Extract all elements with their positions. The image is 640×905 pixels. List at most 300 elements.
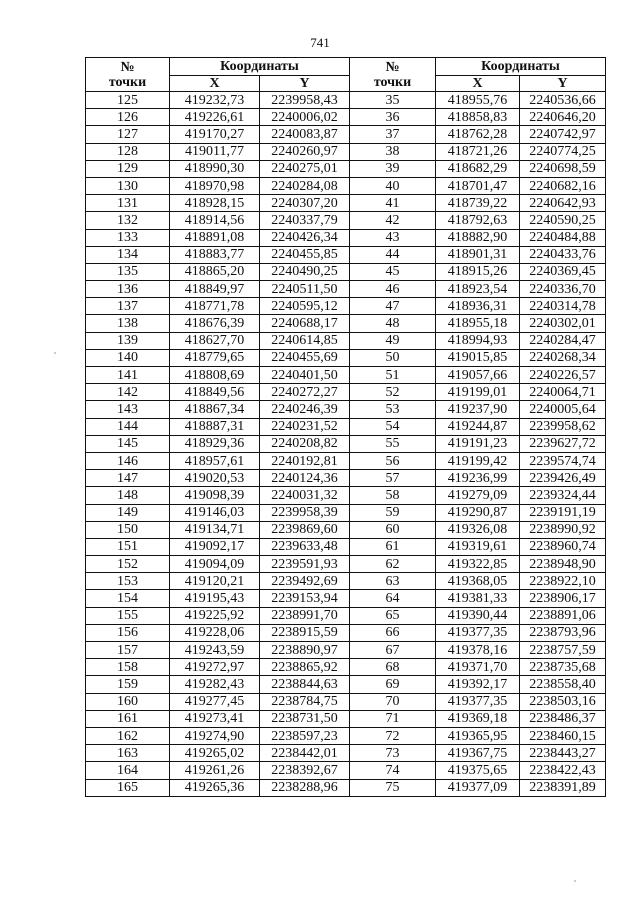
y-value-right: 2238486,37 — [520, 710, 606, 727]
x-value-left: 419243,59 — [170, 642, 260, 659]
point-number-right: 70 — [350, 693, 436, 710]
table-row — [86, 92, 606, 109]
y-value-left: 2240614,85 — [260, 332, 350, 349]
x-value-left: 419225,92 — [170, 607, 260, 624]
x-value-right: 418682,29 — [436, 160, 520, 177]
point-number-left: 138 — [86, 315, 170, 332]
point-number-right: 72 — [350, 727, 436, 744]
y-value-right: 2240742,97 — [520, 126, 606, 143]
point-number-left: 147 — [86, 470, 170, 487]
point-number-left: 127 — [86, 126, 170, 143]
y-value-left: 2240337,79 — [260, 212, 350, 229]
x-value-right: 419015,85 — [436, 349, 520, 366]
y-value-left: 2240595,12 — [260, 298, 350, 315]
point-number-left: 158 — [86, 659, 170, 676]
x-value-right: 419377,35 — [436, 624, 520, 641]
y-value-right: 2240064,71 — [520, 384, 606, 401]
x-value-right: 418923,54 — [436, 281, 520, 298]
x-value-right: 419392,17 — [436, 676, 520, 693]
point-number-left: 129 — [86, 160, 170, 177]
x-value-left: 419134,71 — [170, 521, 260, 538]
x-value-left: 419274,90 — [170, 727, 260, 744]
y-value-right: 2240646,20 — [520, 109, 606, 126]
point-number-left: 161 — [86, 710, 170, 727]
y-value-right: 2238990,92 — [520, 521, 606, 538]
y-value-right: 2239324,44 — [520, 487, 606, 504]
x-value-right: 419199,01 — [436, 384, 520, 401]
x-value-left: 419261,26 — [170, 762, 260, 779]
point-number-right: 37 — [350, 126, 436, 143]
x-value-left: 418929,36 — [170, 435, 260, 452]
table-row — [86, 384, 606, 401]
y-value-right: 2238503,16 — [520, 693, 606, 710]
x-value-left: 418779,65 — [170, 349, 260, 366]
scan-speck — [574, 880, 576, 882]
y-value-left: 2240231,52 — [260, 418, 350, 435]
point-number-left: 139 — [86, 332, 170, 349]
y-value-right: 2240284,47 — [520, 332, 606, 349]
y-value-right: 2240484,88 — [520, 229, 606, 246]
point-number-right: 73 — [350, 745, 436, 762]
y-value-left: 2240083,87 — [260, 126, 350, 143]
x-value-right: 418701,47 — [436, 177, 520, 194]
y-value-right: 2240226,57 — [520, 367, 606, 384]
x-value-left: 419170,27 — [170, 126, 260, 143]
x-value-right: 419290,87 — [436, 504, 520, 521]
x-value-left: 418891,08 — [170, 229, 260, 246]
table-row — [86, 779, 606, 796]
table-row — [86, 229, 606, 246]
point-number-left: 142 — [86, 384, 170, 401]
point-number-left: 131 — [86, 195, 170, 212]
y-value-right: 2238757,59 — [520, 642, 606, 659]
table-row — [86, 177, 606, 194]
table-row — [86, 332, 606, 349]
y-value-left: 2240006,02 — [260, 109, 350, 126]
point-number-left: 154 — [86, 590, 170, 607]
x-value-left: 418883,77 — [170, 246, 260, 263]
y-value-right: 2239958,62 — [520, 418, 606, 435]
y-value-left: 2239958,39 — [260, 504, 350, 521]
table-row — [86, 642, 606, 659]
table-row — [86, 487, 606, 504]
y-value-left: 2240401,50 — [260, 367, 350, 384]
point-number-left: 148 — [86, 487, 170, 504]
y-value-right: 2238422,43 — [520, 762, 606, 779]
x-value-right: 419244,87 — [436, 418, 520, 435]
y-value-left: 2240455,85 — [260, 246, 350, 263]
y-value-left: 2239869,60 — [260, 521, 350, 538]
table-row — [86, 367, 606, 384]
point-number-left: 136 — [86, 281, 170, 298]
point-number-right: 53 — [350, 401, 436, 418]
y-value-left: 2238991,70 — [260, 607, 350, 624]
point-number-right: 63 — [350, 573, 436, 590]
y-value-left: 2240208,82 — [260, 435, 350, 452]
point-number-right: 50 — [350, 349, 436, 366]
point-number-right: 35 — [350, 92, 436, 109]
y-value-left: 2239633,48 — [260, 538, 350, 555]
y-value-right: 2240336,70 — [520, 281, 606, 298]
coordinates-header-left: Координаты — [170, 58, 350, 76]
point-number-left: 151 — [86, 538, 170, 555]
table-row — [86, 109, 606, 126]
y-value-left: 2238844,63 — [260, 676, 350, 693]
x-value-right: 418762,28 — [436, 126, 520, 143]
x-value-right: 418882,90 — [436, 229, 520, 246]
table-row — [86, 762, 606, 779]
point-number-left: 165 — [86, 779, 170, 796]
y-value-right: 2238443,27 — [520, 745, 606, 762]
x-value-left: 419282,43 — [170, 676, 260, 693]
x-value-right: 418721,26 — [436, 143, 520, 160]
point-number-right: 38 — [350, 143, 436, 160]
table-row — [86, 143, 606, 160]
point-number-right: 60 — [350, 521, 436, 538]
table-row — [86, 470, 606, 487]
x-value-left: 419011,77 — [170, 143, 260, 160]
table-row — [86, 538, 606, 555]
x-value-left: 419092,17 — [170, 538, 260, 555]
point-number-left: 150 — [86, 521, 170, 538]
point-number-left: 137 — [86, 298, 170, 315]
y-header-left: Y — [260, 76, 350, 92]
y-value-left: 2238865,92 — [260, 659, 350, 676]
point-number-left: 132 — [86, 212, 170, 229]
table-row — [86, 126, 606, 143]
x-value-right: 418858,83 — [436, 109, 520, 126]
point-number-right: 51 — [350, 367, 436, 384]
x-value-right: 419378,16 — [436, 642, 520, 659]
point-number-left: 140 — [86, 349, 170, 366]
point-number-right: 74 — [350, 762, 436, 779]
x-value-left: 419098,39 — [170, 487, 260, 504]
point-number-left: 155 — [86, 607, 170, 624]
y-value-left: 2240688,17 — [260, 315, 350, 332]
y-value-right: 2240642,93 — [520, 195, 606, 212]
x-value-left: 419272,97 — [170, 659, 260, 676]
x-value-left: 419146,03 — [170, 504, 260, 521]
point-number-right: 71 — [350, 710, 436, 727]
x-value-left: 419120,21 — [170, 573, 260, 590]
table-row — [86, 745, 606, 762]
point-number-right: 75 — [350, 779, 436, 796]
x-value-left: 419195,43 — [170, 590, 260, 607]
x-header-left: X — [170, 76, 260, 92]
y-value-right: 2240005,64 — [520, 401, 606, 418]
x-value-right: 418739,22 — [436, 195, 520, 212]
x-value-left: 418849,97 — [170, 281, 260, 298]
table-row — [86, 607, 606, 624]
y-value-left: 2238288,96 — [260, 779, 350, 796]
point-number-right: 66 — [350, 624, 436, 641]
point-number-left: 135 — [86, 263, 170, 280]
point-number-header-right: № точки — [350, 58, 436, 92]
y-value-left: 2240124,36 — [260, 470, 350, 487]
coordinates-header-right: Координаты — [436, 58, 606, 76]
point-number-left: 149 — [86, 504, 170, 521]
x-value-left: 419020,53 — [170, 470, 260, 487]
point-number-right: 36 — [350, 109, 436, 126]
point-number-left: 143 — [86, 401, 170, 418]
x-value-left: 418808,69 — [170, 367, 260, 384]
point-number-left: 152 — [86, 556, 170, 573]
table-row — [86, 263, 606, 280]
y-value-left: 2238597,23 — [260, 727, 350, 744]
y-value-right: 2239627,72 — [520, 435, 606, 452]
y-value-right: 2238891,06 — [520, 607, 606, 624]
x-value-right: 419191,23 — [436, 435, 520, 452]
y-value-left: 2240307,20 — [260, 195, 350, 212]
x-value-left: 418849,56 — [170, 384, 260, 401]
y-value-left: 2240455,69 — [260, 349, 350, 366]
x-value-right: 419390,44 — [436, 607, 520, 624]
y-value-left: 2239591,93 — [260, 556, 350, 573]
x-value-left: 419277,45 — [170, 693, 260, 710]
x-value-right: 419326,08 — [436, 521, 520, 538]
point-number-right: 65 — [350, 607, 436, 624]
point-number-right: 59 — [350, 504, 436, 521]
y-value-right: 2240314,78 — [520, 298, 606, 315]
point-number-left: 144 — [86, 418, 170, 435]
x-value-right: 419057,66 — [436, 367, 520, 384]
y-value-left: 2240511,50 — [260, 281, 350, 298]
point-number-right: 47 — [350, 298, 436, 315]
x-value-right: 419377,09 — [436, 779, 520, 796]
y-value-left: 2240272,27 — [260, 384, 350, 401]
x-header-right: X — [436, 76, 520, 92]
point-number-left: 157 — [86, 642, 170, 659]
table-row — [86, 315, 606, 332]
x-value-right: 418901,31 — [436, 246, 520, 263]
scan-speck — [54, 352, 56, 354]
point-number-left: 130 — [86, 177, 170, 194]
y-value-left: 2240284,08 — [260, 177, 350, 194]
x-value-right: 419237,90 — [436, 401, 520, 418]
x-value-right: 419367,75 — [436, 745, 520, 762]
x-value-right: 418955,18 — [436, 315, 520, 332]
page-number: 741 — [310, 35, 330, 50]
point-number-right: 43 — [350, 229, 436, 246]
y-value-right: 2240302,01 — [520, 315, 606, 332]
point-number-left: 160 — [86, 693, 170, 710]
x-value-left: 418865,20 — [170, 263, 260, 280]
x-value-right: 418955,76 — [436, 92, 520, 109]
x-value-right: 419371,70 — [436, 659, 520, 676]
y-value-left: 2238784,75 — [260, 693, 350, 710]
y-value-right: 2238391,89 — [520, 779, 606, 796]
table-row — [86, 435, 606, 452]
point-number-right: 52 — [350, 384, 436, 401]
point-number-right: 67 — [350, 642, 436, 659]
y-value-left: 2240031,32 — [260, 487, 350, 504]
x-value-left: 419094,09 — [170, 556, 260, 573]
x-value-left: 419226,61 — [170, 109, 260, 126]
y-value-left: 2238731,50 — [260, 710, 350, 727]
x-value-left: 419265,02 — [170, 745, 260, 762]
y-value-left: 2238392,67 — [260, 762, 350, 779]
y-value-left: 2238890,97 — [260, 642, 350, 659]
table-row — [86, 693, 606, 710]
x-value-right: 418915,26 — [436, 263, 520, 280]
point-number-right: 49 — [350, 332, 436, 349]
table-row — [86, 281, 606, 298]
x-value-left: 418771,78 — [170, 298, 260, 315]
point-number-right: 62 — [350, 556, 436, 573]
point-number-left: 162 — [86, 727, 170, 744]
y-value-left: 2238915,59 — [260, 624, 350, 641]
point-number-right: 45 — [350, 263, 436, 280]
point-number-left: 133 — [86, 229, 170, 246]
y-value-left: 2239153,94 — [260, 590, 350, 607]
x-value-left: 418970,98 — [170, 177, 260, 194]
y-header-right: Y — [520, 76, 606, 92]
y-value-left: 2240275,01 — [260, 160, 350, 177]
y-value-right: 2238735,68 — [520, 659, 606, 676]
x-value-right: 418792,63 — [436, 212, 520, 229]
y-value-right: 2240698,59 — [520, 160, 606, 177]
point-number-right: 64 — [350, 590, 436, 607]
x-value-right: 419319,61 — [436, 538, 520, 555]
point-number-right: 46 — [350, 281, 436, 298]
point-number-right: 68 — [350, 659, 436, 676]
y-value-left: 2240426,34 — [260, 229, 350, 246]
coordinates-table — [85, 57, 606, 797]
y-value-right: 2240682,16 — [520, 177, 606, 194]
point-number-right: 58 — [350, 487, 436, 504]
x-value-left: 418914,56 — [170, 212, 260, 229]
y-value-right: 2240433,76 — [520, 246, 606, 263]
y-value-right: 2238793,96 — [520, 624, 606, 641]
point-number-left: 128 — [86, 143, 170, 160]
table-row — [86, 212, 606, 229]
table-row — [86, 298, 606, 315]
point-number-left: 145 — [86, 435, 170, 452]
y-value-right: 2238906,17 — [520, 590, 606, 607]
y-value-right: 2239574,74 — [520, 452, 606, 469]
x-value-left: 418867,34 — [170, 401, 260, 418]
y-value-left: 2240192,81 — [260, 452, 350, 469]
table-row — [86, 160, 606, 177]
point-number-left: 141 — [86, 367, 170, 384]
point-number-right: 44 — [350, 246, 436, 263]
point-number-left: 126 — [86, 109, 170, 126]
table-row — [86, 195, 606, 212]
point-number-left: 163 — [86, 745, 170, 762]
point-number-right: 48 — [350, 315, 436, 332]
table-row — [86, 624, 606, 641]
y-value-right: 2239426,49 — [520, 470, 606, 487]
point-number-right: 40 — [350, 177, 436, 194]
x-value-right: 419236,99 — [436, 470, 520, 487]
point-number-right: 57 — [350, 470, 436, 487]
y-value-right: 2238922,10 — [520, 573, 606, 590]
point-number-left: 146 — [86, 452, 170, 469]
x-value-left: 418676,39 — [170, 315, 260, 332]
y-value-right: 2240774,25 — [520, 143, 606, 160]
x-value-left: 419232,73 — [170, 92, 260, 109]
y-value-right: 2240369,45 — [520, 263, 606, 280]
point-number-left: 134 — [86, 246, 170, 263]
table-row — [86, 676, 606, 693]
y-value-left: 2238442,01 — [260, 745, 350, 762]
table-row — [86, 452, 606, 469]
y-value-left: 2239492,69 — [260, 573, 350, 590]
y-value-right: 2238960,74 — [520, 538, 606, 555]
x-value-right: 419381,33 — [436, 590, 520, 607]
y-value-right: 2240268,34 — [520, 349, 606, 366]
x-value-right: 418994,93 — [436, 332, 520, 349]
table-row — [86, 349, 606, 366]
y-value-right: 2238948,90 — [520, 556, 606, 573]
point-number-right: 61 — [350, 538, 436, 555]
point-number-left: 125 — [86, 92, 170, 109]
table-row — [86, 556, 606, 573]
table-row — [86, 246, 606, 263]
point-number-right: 39 — [350, 160, 436, 177]
point-number-right: 56 — [350, 452, 436, 469]
point-number-left: 164 — [86, 762, 170, 779]
x-value-left: 419228,06 — [170, 624, 260, 641]
x-value-right: 419199,42 — [436, 452, 520, 469]
y-value-left: 2239958,43 — [260, 92, 350, 109]
x-value-left: 418887,31 — [170, 418, 260, 435]
x-value-right: 419368,05 — [436, 573, 520, 590]
x-value-right: 418936,31 — [436, 298, 520, 315]
point-number-right: 54 — [350, 418, 436, 435]
x-value-left: 419265,36 — [170, 779, 260, 796]
point-number-right: 69 — [350, 676, 436, 693]
y-value-right: 2238460,15 — [520, 727, 606, 744]
point-number-left: 159 — [86, 676, 170, 693]
table-row — [86, 710, 606, 727]
x-value-right: 419369,18 — [436, 710, 520, 727]
point-number-left: 153 — [86, 573, 170, 590]
y-value-right: 2240590,25 — [520, 212, 606, 229]
x-value-right: 419365,95 — [436, 727, 520, 744]
x-value-right: 419322,85 — [436, 556, 520, 573]
y-value-left: 2240260,97 — [260, 143, 350, 160]
point-number-right: 42 — [350, 212, 436, 229]
x-value-right: 419377,35 — [436, 693, 520, 710]
x-value-left: 419273,41 — [170, 710, 260, 727]
y-value-left: 2240490,25 — [260, 263, 350, 280]
point-number-right: 55 — [350, 435, 436, 452]
x-value-left: 418627,70 — [170, 332, 260, 349]
table-row — [86, 573, 606, 590]
table-row — [86, 659, 606, 676]
y-value-right: 2238558,40 — [520, 676, 606, 693]
point-number-right: 41 — [350, 195, 436, 212]
point-number-left: 156 — [86, 624, 170, 641]
x-value-right: 419375,65 — [436, 762, 520, 779]
point-number-header-left: № точки — [86, 58, 170, 92]
table-row — [86, 504, 606, 521]
table-row — [86, 418, 606, 435]
x-value-left: 418928,15 — [170, 195, 260, 212]
y-value-left: 2240246,39 — [260, 401, 350, 418]
x-value-left: 418957,61 — [170, 452, 260, 469]
y-value-right: 2240536,66 — [520, 92, 606, 109]
table-row — [86, 590, 606, 607]
table-row — [86, 401, 606, 418]
table-body — [86, 92, 606, 797]
x-value-right: 419279,09 — [436, 487, 520, 504]
y-value-right: 2239191,19 — [520, 504, 606, 521]
x-value-left: 418990,30 — [170, 160, 260, 177]
table-row — [86, 727, 606, 744]
table-row — [86, 521, 606, 538]
